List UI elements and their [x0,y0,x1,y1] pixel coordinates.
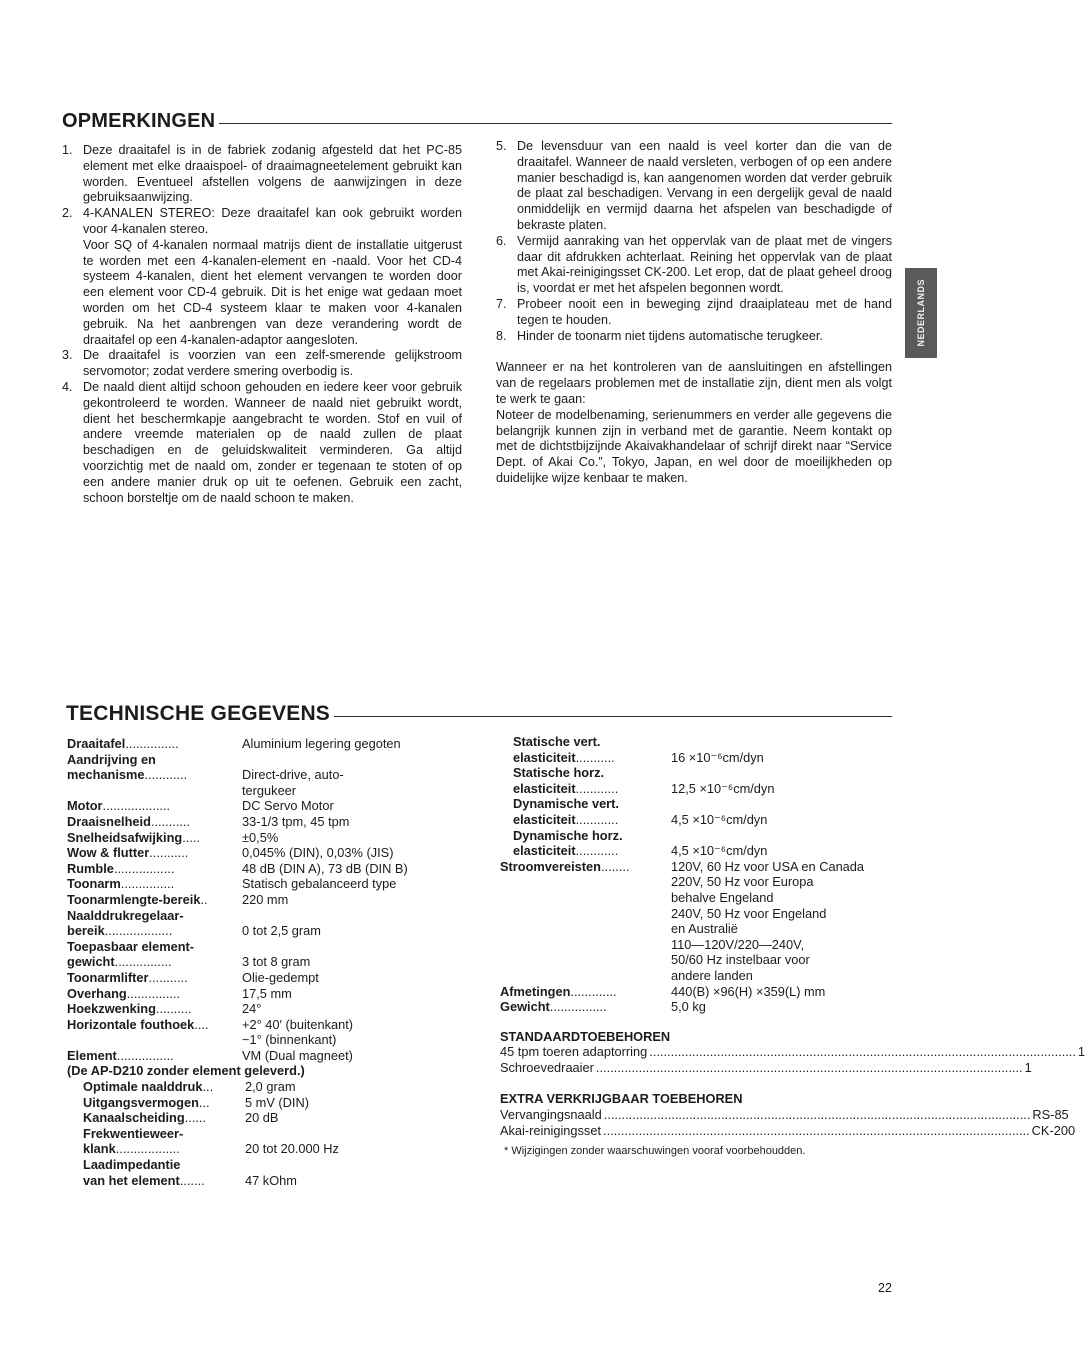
note-number: 6. [496,233,507,248]
spec-row [67,845,447,861]
accessory-row [500,1044,1085,1060]
spec-leader-dots: ................... [102,798,171,814]
spec-label: Wow & flutter [67,845,150,861]
accessory-leader-dots: ........................................................................................................................ [603,1107,1031,1123]
spec-row [67,876,447,892]
spec-rows [500,734,894,1015]
spec-row [500,843,894,859]
spec-row [67,1017,447,1048]
closing-paragraph: Wanneer er na het kontroleren van de aansluitingen en afstellingen van de regelaars problemen met de installatie zijn, dient men als volgt te werk te gaan: [496,360,892,406]
spec-row [500,796,894,812]
spec-value: ±0,5% [242,829,279,845]
spec-row [67,830,447,846]
spec-leader-dots: .. [200,891,208,907]
spec-value: DC Servo Motor [242,798,334,814]
spec-leader-dots: ................ [116,1047,174,1063]
note-item [496,297,892,329]
spec-label: Optimale naalddruk [83,1079,203,1095]
spec-row [500,734,894,750]
spec-row [67,939,447,955]
spec-label: Aandrijving en [67,751,156,767]
spec-label: mechanisme [67,767,145,783]
spec-row [67,908,447,924]
spec-value: 47 kOhm [245,1172,297,1188]
spec-value: 0,045% (DIN), 0,03% (JIS) [242,845,394,861]
spec-value: 20 tot 20.000 Hz [245,1141,339,1157]
spec-label: Motor [67,798,103,814]
element-subspecs [67,1079,447,1188]
spec-row [67,752,447,768]
page-number: 22 [878,1281,892,1295]
accessory-name: Schroevedraaier [500,1059,594,1075]
spec-label: Frekwentieweer- [83,1125,184,1141]
note-text: De draaitafel is voorzien van een zelf-smerende gelijkstroom servomotor; zodat verdere smering overbodig is. [83,348,462,379]
spec-row [500,781,894,797]
spec-value: 48 dB (DIN A), 73 dB (DIN B) [242,860,408,876]
spec-row [67,1001,447,1017]
notes-column-right [496,139,892,487]
spec-row [67,767,447,798]
note-number: 8. [496,328,507,343]
spec-leader-dots: ...... [184,1110,207,1126]
note-text: Voor SQ of 4-kanalen normaal matrijs dient de installatie uitgerust te worden met een 4-kanalen-element en -naald. Voor het CD-4 systeem 4-kanalen, dient het element vervangen te worden door een element voor CD-4 gebruik. Dit is het enige wat gedaan moet worden om het CD-4 systeem klaar te maken voor 4-kanalen gebruik. Na het aanbrengen van deze verandering wordt de draaitafel op een 4-kanalen-adaptor aangesloten. [83,237,462,347]
spec-label: Statische vert. [513,734,601,749]
spec-leader-dots: ............ [575,811,619,827]
tech-heading [66,702,892,726]
spec-row [67,1048,447,1064]
spec-label: Naalddrukregelaar- [67,907,184,923]
spec-label: (De AP-D210 zonder element geleverd.) [67,1063,305,1079]
spec-row [83,1095,447,1111]
spec-leader-dots: .... [194,1016,209,1032]
spec-value: VM (Dual magneet) [242,1047,353,1063]
note-number: 7. [496,296,507,311]
spec-label: Dynamische vert. [513,796,619,812]
spec-value: 12,5 ×10⁻⁶cm/dyn [671,780,775,796]
spec-row [67,814,447,830]
spec-value: 0 tot 2,5 gram [242,923,321,939]
spec-row [500,765,894,781]
heading-rule [334,716,892,717]
spec-label: Kanaalscheiding [83,1110,185,1126]
accessory-name: 45 tpm toeren adaptorring [500,1044,648,1060]
spec-leader-dots: ............ [575,780,619,796]
language-tab-label: NEDERLANDS [916,279,926,347]
closing-paragraph: Noteer de modelbenaming, serienummers en verder alle gegevens die belangrijk kunnen zijn in verband met de garantie. Neem kontakt op met de dichtstbijzijnde Akaivakhandelaar of schrijf direkt naar “Service Dept. of Akai Co.”, Tokyo, Japan, en wel door de moeilijkheden op duidelijke wijze kenbaar te maken. [496,407,892,485]
spec-label: Afmetingen [500,983,571,999]
opmerkingen-title: OPMERKINGEN [62,110,216,132]
spec-label: elasticiteit [513,843,576,859]
spec-row [83,1110,447,1126]
note-text: De levensduur van een naald is veel korter dan die van de draaitafel. Wanneer de naald versleten, verbogen of op een andere manier beschadigd is, kan aangenomen worden dat verder gebruik de plaat zal beschadigen. Vervang in een dergelijk geval de naald onmiddelijk en vermijd daarna het afspelen van beschadigde of bekraste platen. [517,139,892,232]
note-item [496,234,892,297]
spec-value: 5,0 kg [671,999,706,1015]
spec-value: Statisch gebalanceerd type [242,876,397,892]
spec-label: Element [67,1047,117,1063]
note-item [62,143,462,206]
spec-row [500,828,894,844]
spec-label: bereik [67,923,105,939]
spec-row [67,1063,447,1079]
tech-title: TECHNISCHE GEGEVENS [66,702,331,725]
accessory-name: Vervangingsnaald [500,1107,602,1123]
spec-value: 17,5 mm [242,985,292,1001]
spec-value: 4,5 ×10⁻⁶cm/dyn [671,811,768,827]
accessory-quantity: 1 [1077,1044,1085,1060]
note-text: Deze draaitafel is in de fabriek zodanig afgesteld dat het PC-85 element met elke draaispoel- of draaimagneetelement gebruikt kan worden. Eventueel afstellen volgens de aanwijzingen in deze gebruiksaanwijzing. [83,143,462,205]
spec-value: 3 tot 8 gram [242,954,311,970]
spec-row [67,986,447,1002]
spec-label: Snelheidsafwijking [67,829,183,845]
note-number: 3. [62,348,73,363]
note-item [62,380,462,506]
spec-label: elasticiteit [513,749,576,765]
accessory-leader-dots: ........................................................................................................................ [649,1044,1076,1060]
spec-label: Dynamische horz. [513,827,623,843]
spec-label: Overhang [67,985,127,1001]
spec-leader-dots: ........... [148,969,188,985]
accessory-row [500,1122,1076,1139]
spec-value: 120V, 60 Hz voor USA en Canada 220V, 50 Hz voor Europa behalve Engeland 240V, 50 Hz voor Engeland en Australië 110—120V/220—240V, 50/60 Hz instelbaar voor andere landen [671,858,865,983]
note-text: Probeer nooit een in beweging zijnd draaiplateau met de hand tegen te houden. [517,296,892,327]
note-number: 2. [62,206,73,221]
spec-leader-dots: ........... [150,813,191,829]
spec-leader-dots: ..... [182,829,200,845]
spec-value: Direct-drive, auto- tergukeer [242,767,344,798]
spec-row [67,970,447,986]
spec-row [67,892,447,908]
spec-row [67,923,447,939]
note-number: 1. [62,143,73,157]
spec-value: 5 mV (DIN) [245,1094,309,1110]
standard-accessories [500,1044,1085,1075]
spec-value: 20 dB [245,1110,279,1126]
spec-leader-dots: ............ [575,843,619,859]
accessory-quantity: RS-85 [1032,1107,1069,1123]
footnote: * Wijzigingen zonder waarschuwingen vooraf voorbehoudden. [504,1145,806,1158]
spec-row [500,984,894,1000]
note-number: 4. [62,379,73,394]
spec-value: Olie-gedempt [242,969,319,985]
accessory-name: Akai-reinigingsset [500,1122,602,1138]
spec-label: van het element [83,1172,180,1188]
spec-leader-dots: ............... [125,736,179,751]
spec-value: 24° [242,1001,262,1017]
spec-value: 33-1/3 tpm, 45 tpm [242,813,350,829]
spec-label: Rumble [67,860,114,876]
spec-label: Toonarmlifter [67,969,149,985]
spec-row [500,999,894,1015]
spec-label: Horizontale fouthoek [67,1016,195,1032]
spec-leader-dots: ........... [149,845,189,861]
spec-label: elasticiteit [513,811,576,827]
spec-leader-dots: ............... [126,985,181,1001]
note-item [496,329,892,345]
extra-accessories-title: EXTRA VERKRIJGBAAR TOEBEHOREN [500,1091,743,1107]
note-text: De naald dient altijd schoon gehouden en iedere keer voor gebruik gekontroleerd te worden. Wanneer de naald niet gebruikt wordt, dient het beschermkapje aangebracht te worden. Stof en vuil of andere vreemde materialen op de naald zullen de plaat beschadigen en de geluidskwaliteit verminderen. Ga altijd voorzichtig met de naald om, zonder er tegenaan te stoten of op een andere manier druk op uit te oefenen. Gebruik een zacht, schoon borsteltje om de naald schoon te maken. [83,379,462,505]
spec-value: 4,5 ×10⁻⁶cm/dyn [671,843,768,859]
spec-leader-dots: ....... [179,1172,205,1188]
spec-list-left [67,736,447,1188]
spec-label: Uitgangsvermogen [83,1094,199,1110]
spec-leader-dots: ................. [113,860,175,876]
spec-leader-dots: ................ [114,954,172,970]
spec-leader-dots: ... [202,1079,214,1095]
spec-value: Aluminium legering gegoten [242,736,401,751]
spec-label: gewicht [67,954,115,970]
spec-row [83,1157,447,1173]
heading-rule [219,123,892,124]
note-text: Hinder de toonarm niet tijdens automatische terugkeer. [517,328,823,343]
accessory-quantity: CK-200 [1031,1122,1076,1138]
spec-leader-dots: ........... [575,749,615,765]
standard-accessories-title: STANDAARDTOEBEHOREN [500,1028,671,1044]
spec-row [500,812,894,828]
spec-row [83,1141,447,1157]
accessory-row [500,1107,1069,1123]
spec-row [500,750,894,766]
spec-leader-dots: .................. [115,1141,180,1157]
spec-leader-dots: ........ [601,858,630,874]
spec-leader-dots: ............. [570,983,617,999]
accessory-leader-dots: ........................................................................................................................ [603,1122,1030,1138]
notes-column-left [62,143,462,506]
spec-label: elasticiteit [513,780,576,796]
spec-leader-dots: ................ [549,999,607,1015]
note-item [62,348,462,380]
spec-leader-dots: ................... [104,923,173,939]
spec-value: 2,0 gram [245,1079,296,1095]
spec-list-right [500,734,1085,1160]
accessory-row [500,1059,1032,1076]
spec-label: Laadimpedantie [83,1157,181,1173]
accessory-leader-dots: ........................................................................................................................ [595,1059,1023,1075]
spec-row [83,1173,447,1189]
spec-label: Stroomvereisten [500,858,601,874]
spec-row [83,1126,447,1142]
spec-label: Draaisnelheid [67,813,151,829]
note-item [62,206,462,348]
spec-leader-dots: .......... [155,1001,192,1017]
spec-label: Draaitafel [67,736,126,751]
spec-row [67,736,447,752]
language-tab [905,268,937,358]
accessory-quantity: 1 [1024,1059,1032,1075]
spec-label: Toonarm [67,876,121,892]
opmerkingen-heading [62,110,892,133]
spec-value: 16 ×10⁻⁶cm/dyn [671,749,764,765]
spec-value: 440(B) ×96(H) ×359(L) mm [671,983,826,999]
spec-row [83,1079,447,1095]
note-number: 5. [496,139,507,153]
note-text: 4-KANALEN STEREO: Deze draaitafel kan ook gebruikt worden voor 4-kanalen stereo. [83,206,462,236]
note-text: Vermijd aanraking van het oppervlak van de plaat met de vingers daar dit afdrukken achterlaat. Reining het oppervlak van de plaat met Akai-reinigingsset CK-200. Let erop, dat de plaat geheel droog is, voordat er met het afspelen begonnen wordt. [517,233,892,296]
spec-leader-dots: ............... [120,876,175,892]
spec-value: 220 mm [242,891,289,907]
spec-row [67,954,447,970]
spec-label: Hoekzwenking [67,1001,156,1017]
spec-row [67,861,447,877]
spec-leader-dots: ... [198,1094,210,1110]
spec-value: +2° 40′ (buitenkant) −1° (binnenkant) [242,1016,354,1048]
spec-label: klank [83,1141,116,1157]
extra-accessories [500,1107,1076,1138]
spec-label: Toepasbaar element- [67,938,195,954]
note-item [496,139,892,234]
spec-label: Toonarmlengte-bereik [67,891,201,907]
spec-label: Gewicht [500,999,550,1015]
spec-label: Statische horz. [513,765,605,781]
spec-leader-dots: ............ [144,767,188,783]
spec-row [67,798,447,814]
spec-row [500,859,894,984]
